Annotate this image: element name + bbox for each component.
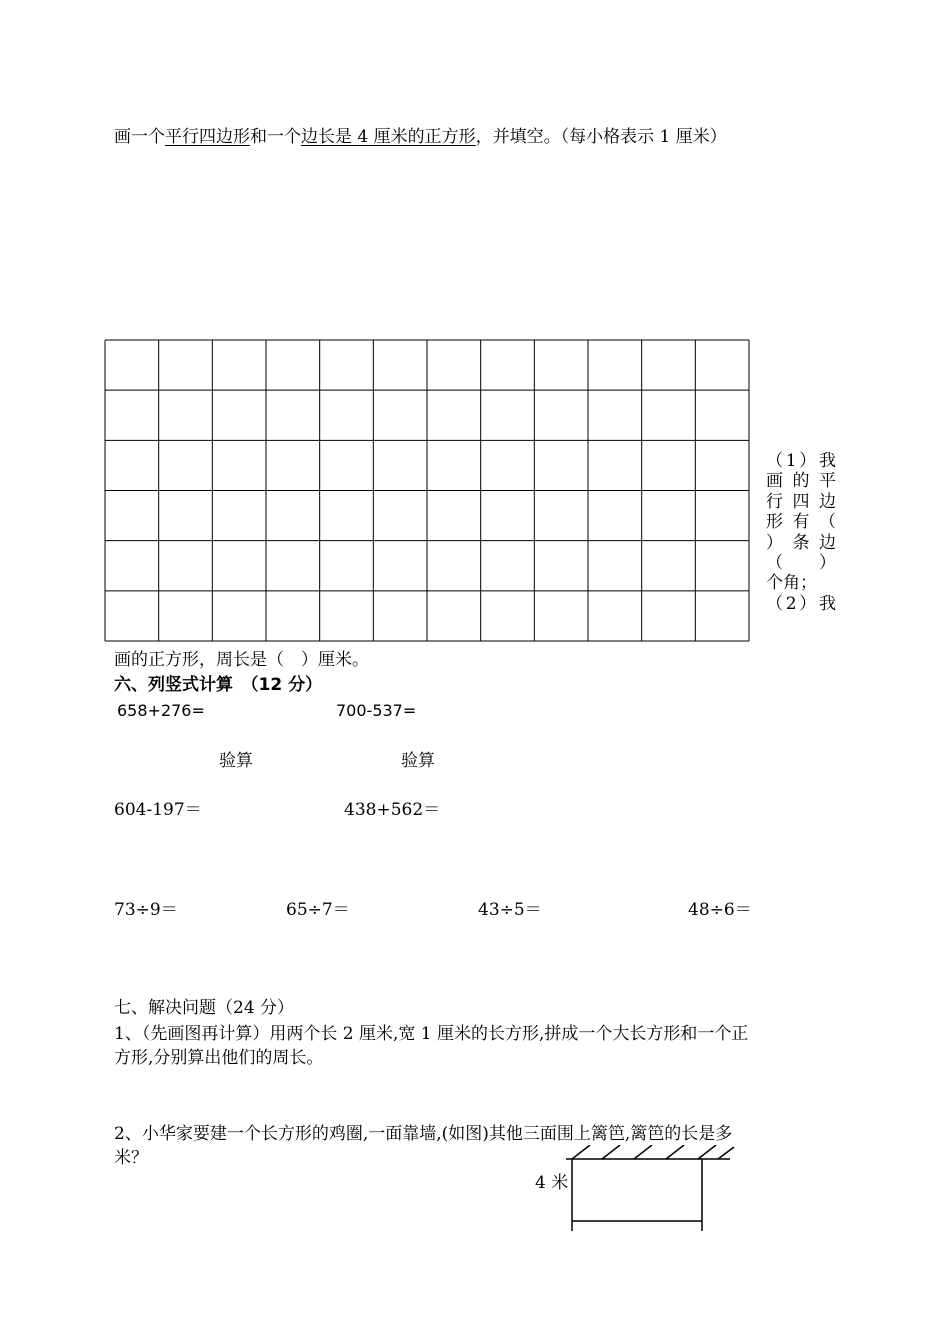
side-line: 画 的 平 — [766, 471, 836, 492]
side-line: （1）我 — [766, 451, 836, 471]
side-line: 个角； — [766, 573, 817, 594]
figure-side-label: 4 米 — [535, 1173, 569, 1193]
drawing-grid — [104, 339, 750, 642]
question1-line1: 1、（先画图再计算）用两个长 2 厘米,宽 1 厘米的长方形,拼成一个大长方形和一个正 — [114, 1024, 749, 1044]
section7-title: 七、解决问题（24 分） — [114, 998, 295, 1018]
square-perimeter-question: 画的正方形，周长是（ ）厘米。 — [114, 650, 369, 670]
calc-item: 604-197＝ — [114, 800, 202, 820]
calc-item: 658+276= — [117, 701, 205, 720]
side-line: 行 四 边 — [766, 491, 836, 512]
calc-item: 73÷9＝ — [114, 900, 178, 920]
side-question — [766, 451, 836, 614]
calc-item: 700-537= — [336, 701, 417, 720]
intro-part3: 和一个 — [250, 127, 301, 147]
chicken-coop-figure — [530, 1145, 750, 1240]
side-line: 形 有 （ — [766, 512, 836, 533]
side-line: （ ） — [766, 552, 836, 573]
question2-line1: 2、小华家要建一个长方形的鸡圈,一面靠墙,(如图)其他三面围上篱笆,篱笆的长是多 — [114, 1124, 733, 1144]
intro-square: 边长是 4 厘米的正方形 — [301, 127, 476, 147]
calc-item: 43÷5＝ — [478, 900, 542, 920]
calc-item: 48÷6＝ — [688, 900, 752, 920]
intro-part1: 画一个 — [114, 127, 165, 147]
section6-title: 六、列竖式计算 （12 分） — [114, 675, 323, 695]
intro-part5: ，并填空。（每小格表示 1 厘米） — [475, 127, 727, 147]
calc-item: 65÷7＝ — [286, 900, 350, 920]
intro-instruction — [114, 127, 727, 148]
side-line: ） 条 边 — [766, 532, 836, 553]
question1-line2: 方形,分别算出他们的周长。 — [114, 1048, 324, 1068]
check-label: 验算 — [401, 751, 435, 771]
intro-parallelogram: 平行四边形 — [165, 127, 250, 147]
side-line: （2）我 — [766, 593, 836, 614]
calc-item: 438+562＝ — [344, 800, 441, 820]
question2-line2: 米？ — [114, 1148, 148, 1168]
check-label: 验算 — [219, 751, 253, 771]
